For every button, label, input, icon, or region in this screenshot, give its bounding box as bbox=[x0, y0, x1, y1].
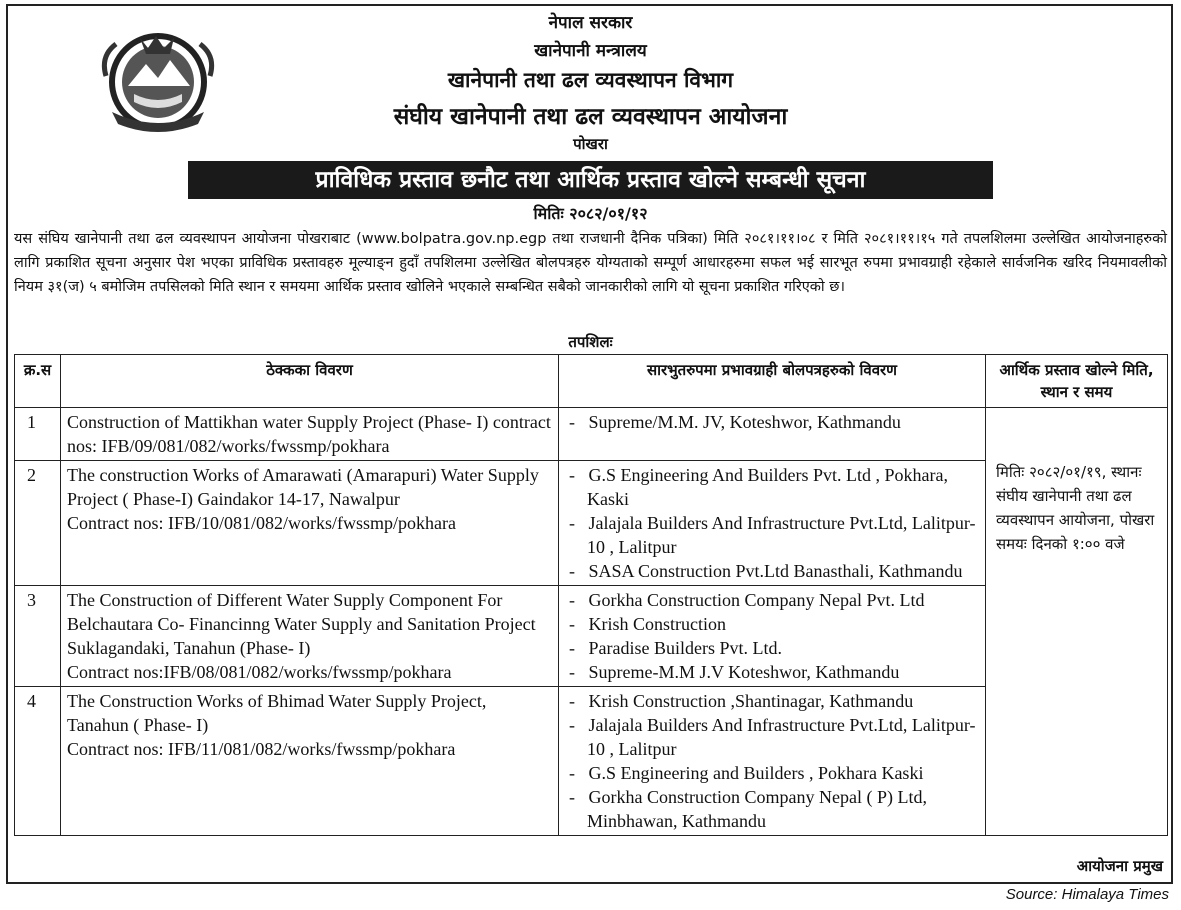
bidders-cell bbox=[559, 586, 986, 687]
opening-info: मितिः २०८२/०१/१९, स्थानः संघीय खानेपानी तथा ढल व्यवस्थापन आयोजना, पोखरा समयः दिनको १:०० वजे bbox=[986, 408, 1168, 836]
row-sn: 4 bbox=[15, 687, 61, 836]
bidder-item: - Paradise Builders Pvt. Ltd. bbox=[565, 636, 979, 660]
ministry-heading: खानेपानी मन्त्रालय bbox=[534, 41, 647, 61]
department-heading: खानेपानी तथा ढल व्यवस्थापन विभाग bbox=[447, 68, 734, 92]
bidder-item: - Gorkha Construction Company Nepal Pvt. Ltd bbox=[565, 588, 979, 612]
row-sn: 2 bbox=[15, 461, 61, 586]
notice-title-banner: प्राविधिक प्रस्ताव छनौट तथा आर्थिक प्रस्ताव खोल्ने सम्बन्धी सूचना bbox=[188, 161, 993, 199]
bidder-item: - SASA Construction Pvt.Ltd Banasthali, Kathmandu bbox=[565, 559, 979, 583]
bidder-item: - Supreme-M.M J.V Koteshwor, Kathmandu bbox=[565, 660, 979, 684]
bidders-list bbox=[565, 463, 979, 583]
contract-description: The construction Works of Amarawati (Amarapuri) Water Supply Project ( Phase-I) Gaindakor 14-17, Nawalpur Contract nos: IFB/10/081/082/works/fwssmp/pokhara bbox=[61, 461, 559, 586]
bidders-cell bbox=[559, 687, 986, 836]
row-sn: 3 bbox=[15, 586, 61, 687]
bidders-list bbox=[565, 689, 979, 833]
contract-description: Construction of Mattikhan water Supply Project (Phase- I) contract nos: IFB/09/081/082/works/fwssmp/pokhara bbox=[61, 408, 559, 461]
contract-description: The Construction of Different Water Supply Component For Belchautara Co- Financinng Water Supply and Sanitation Project Suklagandaki, Tanahun (Phase- I) Contract nos:IFB/08/081/082/works/fwssmp/pokhara bbox=[61, 586, 559, 687]
bidder-item: - Krish Construction ,Shantinagar, Kathmandu bbox=[565, 689, 979, 713]
table-row bbox=[15, 408, 1168, 461]
bidder-item: - Jalajala Builders And Infrastructure Pvt.Ltd, Lalitpur-10 , Lalitpur bbox=[565, 511, 979, 559]
notice-body: यस संघिय खानेपानी तथा ढल व्यवस्थापन आयोजना पोखराबाट (www.bolpatra.gov.np.egp तथा राजधानी दैनिक पत्रिका) मिति २०८१।११।०८ र मिति २०८१।११।१५ गते तपलशिलमा उल्लेखित आयोजनाहरुको लागि प्रकाशित सूचना अनुसार पेश भएका प्राविधिक प्रस्तावहरु मूल्याङ्न हुदाँ तपशिलमा उल्लेखित बोलपत्रहरु योग्यताको सम्पूर्ण आधारहरुमा सफल भई सारभूत रुपमा प्रभावग्राही रहेकाले सार्वजनिक खरिद नियमावलीको नियम ३१(ज) ५ बमोजिम तपसिलको मिति स्थान र समयमा आर्थिक प्रस्ताव खोलिने भएकाले सम्बन्धित सबैको जानकारीको लागि यो सूचना प्रकाशित गरिएको छ। bbox=[14, 231, 1167, 295]
bidder-item: - Jalajala Builders And Infrastructure Pvt.Ltd, Lalitpur-10 , Lalitpur bbox=[565, 713, 979, 761]
bidders-cell bbox=[559, 408, 986, 461]
table-header-row bbox=[15, 355, 1168, 408]
source-credit: Source: Himalaya Times bbox=[1005, 886, 1169, 903]
contract-description: The Construction Works of Bhimad Water Supply Project, Tanahun ( Phase- I) Contract nos: IFB/11/081/082/works/fwssmp/pokhara bbox=[61, 687, 559, 836]
schedule-table bbox=[14, 354, 1168, 836]
header-bidders: सारभुतरुपमा प्रभावग्राही बोलपत्रहरुको विवरण bbox=[559, 355, 986, 408]
project-heading: संघीय खानेपानी तथा ढल व्यवस्थापन आयोजना bbox=[393, 104, 788, 130]
bidder-item: - Gorkha Construction Company Nepal ( P) Ltd, Minbhawan, Kathmandu bbox=[565, 785, 979, 833]
bidders-cell bbox=[559, 461, 986, 586]
bidders-list bbox=[565, 410, 979, 434]
signature-title: आयोजना प्रमुख bbox=[1076, 857, 1163, 875]
row-sn: 1 bbox=[15, 408, 61, 461]
bidders-list bbox=[565, 588, 979, 684]
bidder-item: - Supreme/M.M. JV, Koteshwor, Kathmandu bbox=[565, 410, 979, 434]
bidder-item: - Krish Construction bbox=[565, 612, 979, 636]
header-opening: आर्थिक प्रस्ताव खोल्ने मिति, स्थान र समय bbox=[986, 355, 1168, 408]
location-heading: पोखरा bbox=[573, 135, 608, 153]
government-heading: नेपाल सरकार bbox=[548, 13, 633, 33]
header-sn: क्र.स bbox=[15, 355, 61, 408]
notice-date: मितिः २०८२/०१/१२ bbox=[533, 204, 648, 223]
bidder-item: - G.S Engineering And Builders Pvt. Ltd , Pokhara, Kaski bbox=[565, 463, 979, 511]
header-contract: ठेक्कका विवरण bbox=[61, 355, 559, 408]
bidder-item: - G.S Engineering and Builders , Pokhara Kaski bbox=[565, 761, 979, 785]
schedule-title: तपशिलः bbox=[568, 333, 613, 351]
